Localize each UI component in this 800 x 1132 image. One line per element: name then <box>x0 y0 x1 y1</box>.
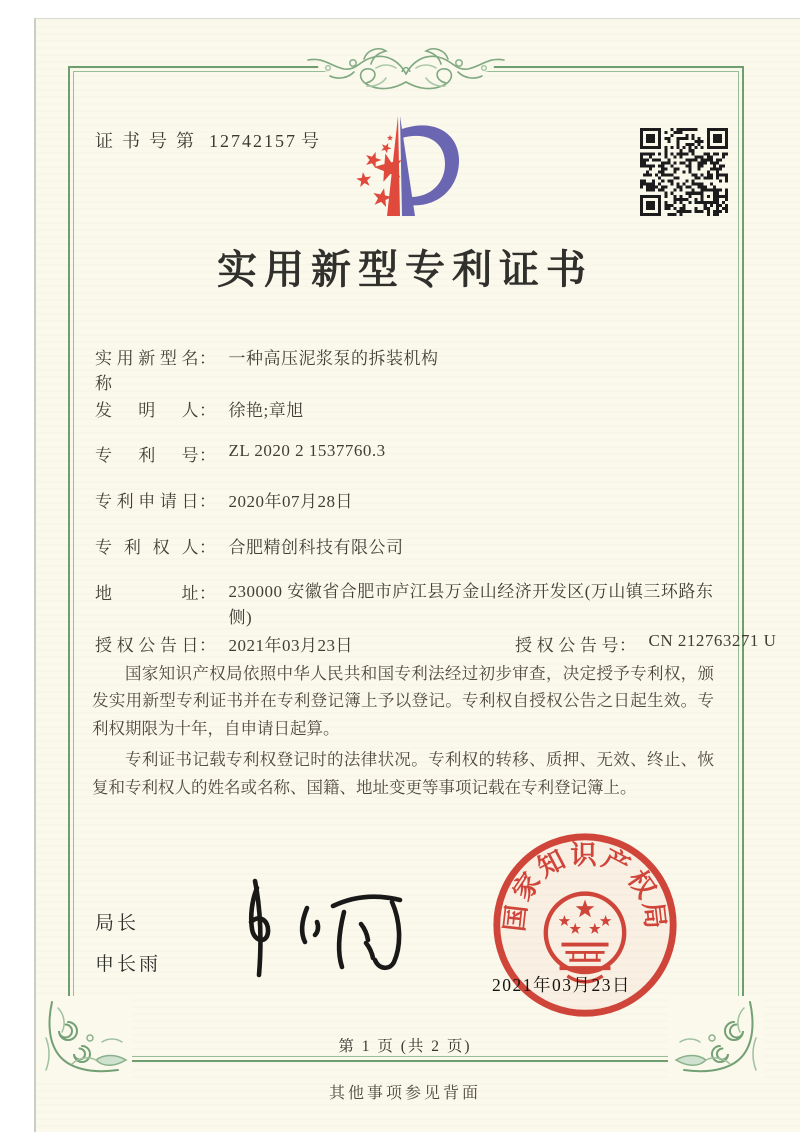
signer-block <box>95 908 161 976</box>
field-label: 授权公告号 <box>515 636 619 655</box>
certificate-title: 实用新型专利证书 <box>217 247 593 292</box>
field-label: 专利号 <box>95 446 199 465</box>
qr-pattern <box>640 128 728 216</box>
logo-p-shape <box>387 116 459 216</box>
qr-code <box>640 128 728 216</box>
legal-paragraph-2: 专利证书记载专利权登记时的法律状况。专利权的转移、质押、无效、终止、恢复和专利权人的姓名或名称、国籍、地址变更等事项记载在专利登记簿上。 <box>92 750 714 797</box>
field-row-inventor <box>95 396 304 421</box>
back-side-note: 其他事项参见背面 <box>328 1085 481 1102</box>
field-colon: ： <box>199 401 217 420</box>
field-row-address <box>95 579 729 630</box>
field-label: 地址 <box>95 584 199 603</box>
field-row-grant <box>95 631 777 656</box>
field-value-address: 230000 安徽省合肥市庐江县万金山经济开发区(万山镇三环路东侧) <box>228 582 714 627</box>
legal-paragraph-1: 国家知识产权局依照中华人民共和国专利法经过初步审查，决定授予专利权，颁发实用新型专利证书并在专利登记簿上予以登记。专利权自授权公告之日起生效。专利权期限为十年，自申请日起算。 <box>92 664 714 738</box>
field-label: 实用新型名称 <box>95 349 199 393</box>
top-flourish-ornament <box>298 38 514 100</box>
field-row-patent-number <box>95 441 386 466</box>
field-value-grant-number: CN 212763271 U <box>648 631 777 650</box>
field-label: 发明人 <box>95 401 199 420</box>
cnipa-logo <box>336 110 468 224</box>
signer-name: 申长雨 <box>95 954 162 975</box>
field-row-patentee <box>95 533 404 558</box>
field-value-grant-date: 2021年03月23日 <box>228 636 353 655</box>
field-label: 专利申请日 <box>95 492 199 511</box>
legal-text-block <box>92 660 714 805</box>
certificate-number-value: 12742157 <box>209 131 297 151</box>
field-colon: ： <box>199 636 217 655</box>
seal-date: 2021年03月23日 <box>492 975 631 995</box>
field-colon: ： <box>199 446 217 465</box>
field-label: 专利权人 <box>95 538 199 557</box>
field-value-invention-name: 一种高压泥浆泵的拆装机构 <box>228 349 439 368</box>
field-colon: ： <box>619 636 637 655</box>
field-colon: ： <box>199 349 217 368</box>
field-colon: ： <box>199 492 217 511</box>
field-value-patentee: 合肥精创科技有限公司 <box>228 538 404 557</box>
field-colon: ： <box>199 584 217 603</box>
field-label: 授权公告日 <box>95 636 199 655</box>
field-pair-grant-number <box>515 631 776 656</box>
seal-ring-text: 国家知识产权局 <box>499 839 671 934</box>
signer-title: 局长 <box>95 913 140 934</box>
field-value-inventor: 徐艳;章旭 <box>228 401 304 420</box>
certificate-number-line <box>95 127 319 153</box>
page-number: 第 1 页 (共 2 页) <box>338 1038 472 1055</box>
certificate-number-prefix: 证书号第 <box>95 131 203 151</box>
certificate-number-suffix: 号 <box>301 131 319 151</box>
field-value-filing-date: 2020年07月28日 <box>228 492 353 511</box>
field-row-name <box>95 344 439 394</box>
field-value-patent-number: ZL 2020 2 1537760.3 <box>228 441 386 460</box>
field-row-filing-date <box>95 487 353 512</box>
commissioner-signature <box>215 872 415 984</box>
field-colon: ： <box>199 538 217 557</box>
